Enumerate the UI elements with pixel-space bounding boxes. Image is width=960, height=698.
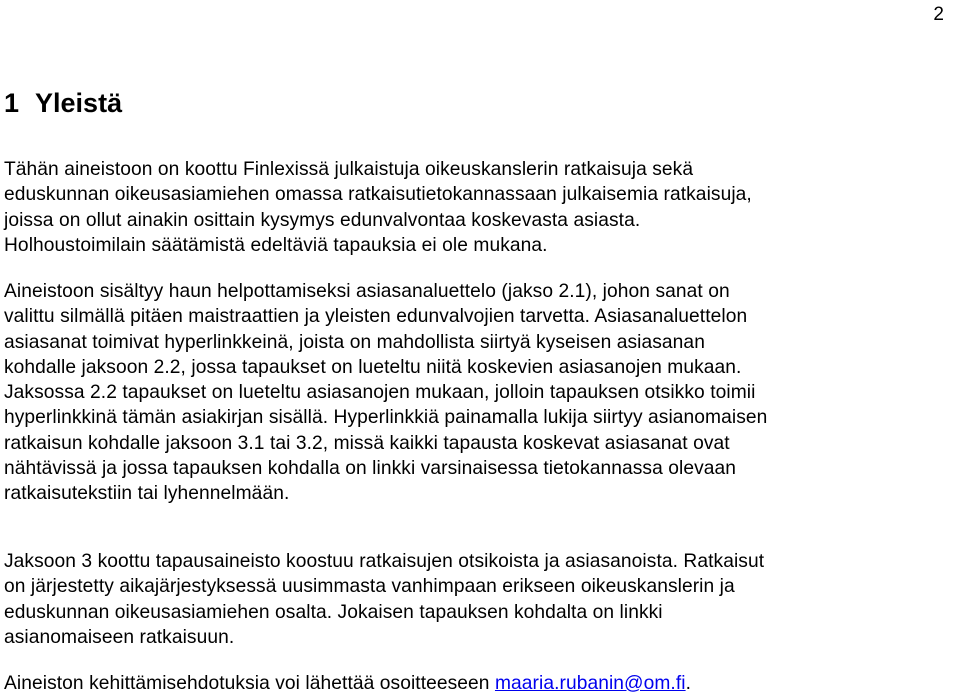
text-line: ratkaisutekstiin tai lyhennelmään.: [4, 483, 290, 505]
text-line: eduskunnan oikeusasiamiehen osalta. Jokaisen tapauksen kohdalta on linkki: [4, 601, 663, 623]
text-line: valittu silmällä pitäen maistraattien ja yleisten edunvalvojien tarvetta. Asiasanaluettelon: [4, 306, 748, 328]
text-line: eduskunnan oikeusasiamiehen omassa ratkaisutietokannassaan julkaisemia ratkaisuja,: [4, 184, 752, 206]
page-number: 2: [933, 4, 944, 25]
text-line: Aineistoon sisältyy haun helpottamiseksi asiasanaluettelo (jakso 2.1), johon sanat on: [4, 281, 730, 302]
text-line: Tähän aineistoon on koottu Finlexissä julkaistuja oikeuskanslerin ratkaisuja sekä: [4, 159, 694, 180]
text-line: [4, 671, 949, 696]
feedback-suffix: .: [685, 673, 692, 694]
paragraph-intro: [4, 157, 949, 258]
section-heading: [4, 86, 122, 120]
text-line: ratkaisun kohdalle jaksoon 3.1 tai 3.2, missä kaikki tapausta koskevat asiasanat ovat: [4, 432, 730, 454]
email-link[interactable]: maaria.rubanin@om.fi: [494, 673, 686, 694]
section-title: Yleistä: [35, 88, 123, 118]
text-line: asianomaiseen ratkaisuun.: [4, 626, 235, 648]
paragraph-case-material: [4, 549, 949, 650]
text-line: kohdalle jaksoon 2.2, jossa tapaukset on lueteltu niitä koskevien asiasanojen mukaan.: [4, 356, 742, 378]
text-line: nähtävissä ja jossa tapauksen kohdalla on linkki varsinaisessa tietokannassa olevaan: [4, 458, 737, 480]
feedback-text: Aineiston kehittämisehdotuksia voi lähettää osoitteeseen: [4, 673, 495, 694]
paragraph-index-description: [4, 279, 949, 507]
text-line: joissa on ollut ainakin osittain kysymys edunvalvontaa koskevasta asiasta.: [4, 209, 641, 231]
paragraph-feedback: [4, 671, 949, 696]
section-number: 1: [4, 88, 20, 118]
text-line: hyperlinkkinä tämän asiakirjan sisällä. Hyperlinkkiä painamalla lukija siirtyy asianomaisen: [4, 407, 768, 429]
text-line: asiasanat toimivat hyperlinkkeinä, joista on mahdollista siirtyä kyseisen asiasanan: [4, 331, 705, 353]
text-line: Jaksossa 2.2 tapaukset on lueteltu asiasanojen mukaan, jolloin tapauksen otsikko toimii: [4, 382, 756, 404]
text-line: Holhoustoimilain säätämistä edeltäviä tapauksia ei ole mukana.: [4, 234, 548, 256]
text-line: on järjestetty aikajärjestyksessä uusimmasta vanhimpaan erikseen oikeuskanslerin ja: [4, 576, 735, 598]
text-line: Jaksoon 3 koottu tapausaineisto koostuu ratkaisujen otsikoista ja asiasanoista. Ratkaisut: [4, 551, 765, 572]
